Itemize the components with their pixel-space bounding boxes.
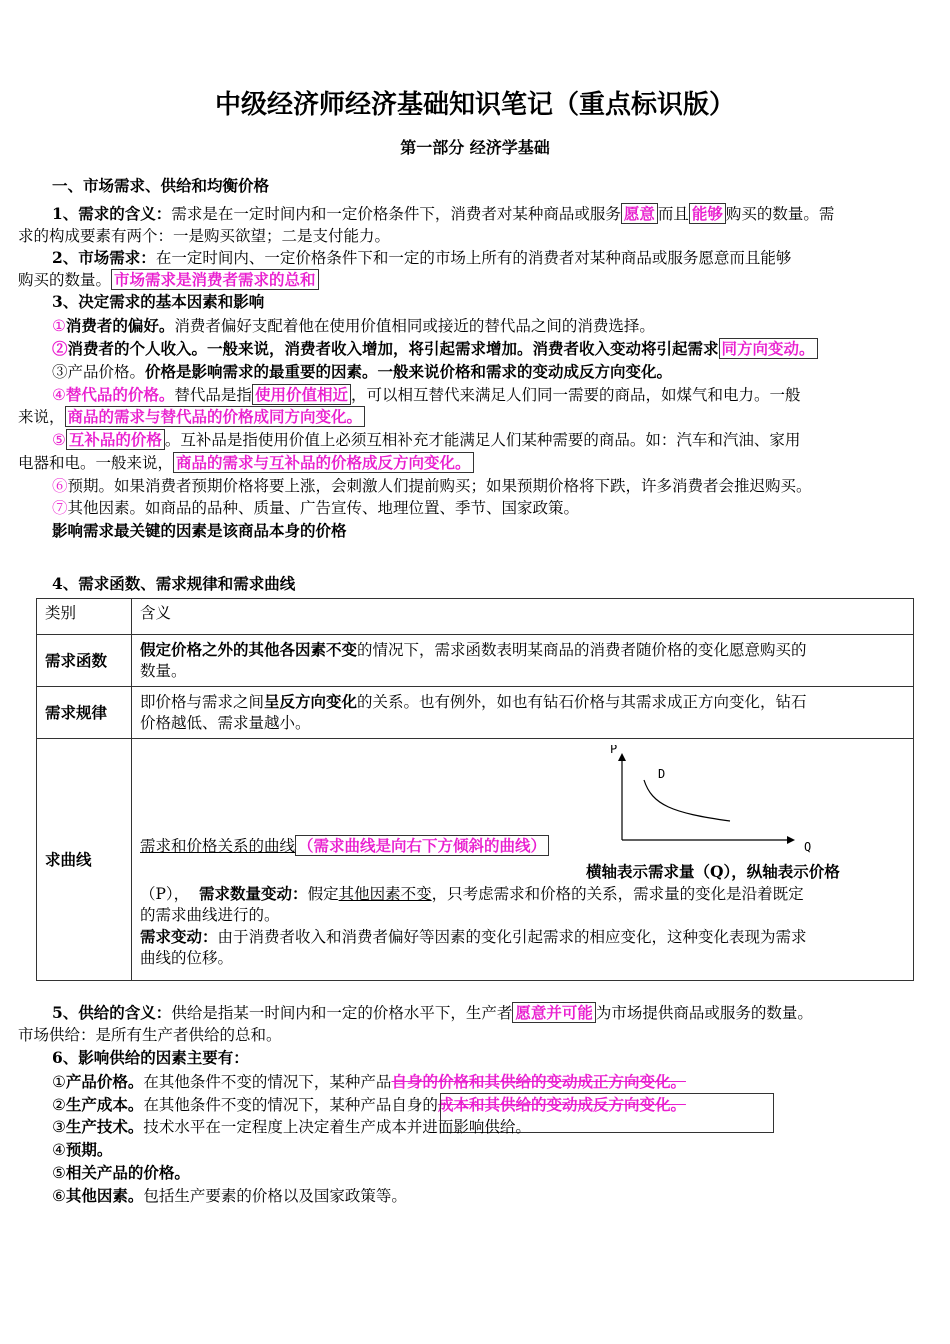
supply-factor-6: ⑥其他因素。包括生产要素的价格以及国家政策等。 [52, 1186, 407, 1205]
table-row: 需求规律 即价格与需求之间呈反方向变化的关系。也有例外，如也有钻石价格与其需求成正方向变化，钻石 价格越低、需求量越小。 [37, 687, 914, 739]
paragraph-demand-cont: 求的构成要素有两个：一是购买欲望；二是支付能力。 [18, 227, 391, 245]
demand-curve-line [644, 780, 730, 821]
key-factor: 影响需求最关键的因素是该商品本身的价格 [52, 521, 347, 540]
paragraph-supply-cont: 市场供给：是所有生产者供给的总和。 [18, 1026, 282, 1044]
part-heading: 第一部分 经济学基础 [400, 138, 550, 157]
supply-factor-2: ②生产成本。在其他条件不变的情况下，某种产品自身的成本和其供给的变动成反方向变化。 [52, 1095, 686, 1114]
factor-1: ①消费者的偏好。消费者偏好支配着他在使用价值相同或接近的替代品之间的消费选择。 [52, 316, 655, 335]
paragraph-supply: 5、供给的含义：供给是指某一时间内和一定的价格水平下，生产者 愿意并可能 为市场提供商品或服务的数量。 [52, 1003, 813, 1022]
paragraph-market-demand: 2、市场需求：在一定时间内、一定价格条件下和一定的市场上所有的消费者对某种商品或服务愿意而且能够 [52, 248, 792, 267]
curve-label-d: D [658, 767, 666, 781]
supply-factor-3: ③生产技术。技术水平在一定程度上决定着生产成本并进而影响供给。 [52, 1117, 531, 1136]
supply-factor-5: ⑤相关产品的价格。 [52, 1163, 190, 1182]
subheading-factors: 3、决定需求的基本因素和影响 [52, 292, 265, 311]
factor-2: ②消费者的个人收入。一般来说，消费者收入增加，将引起需求增加。消费者收入变动将引起需求 同方向变动。 [52, 338, 818, 360]
factor-7: ⑦其他因素。如商品的品种、质量、广告宣传、地理位置、季节、国家政策。 [52, 499, 580, 517]
demand-curve-graph [572, 745, 812, 855]
axis-label-p: P [610, 745, 618, 756]
factor-5-cont: 电器和电。一般来说， 商品的需求与互补品的价格成反方向变化。 [18, 452, 474, 474]
paragraph-market-demand-cont: 购买的数量。 市场需求是消费者需求的总和 [18, 269, 319, 291]
factor-6: ⑥预期。如果消费者预期价格将要上涨，会刺激人们提前购买；如果预期价格将下跌，许多消费者会推迟购买。 [52, 477, 812, 495]
document-title: 中级经济师经济基础知识笔记（重点标识版） [214, 90, 735, 120]
paragraph-demand: 1、需求的含义：需求是在一定时间内和一定价格条件下，消费者对某种商品或服务 愿意 而且 能够 购买的数量。需 [52, 204, 835, 223]
factor-3: ③产品价格。价格是影响需求的最重要的因素。一般来说价格和需求的变动成反方向变化。 [52, 362, 673, 381]
demand-table [36, 598, 914, 981]
table-header-meaning: 含义 [132, 599, 914, 635]
subheading-supply-factors: 6、影响供给的因素主要有： [52, 1048, 249, 1067]
factor-4-cont: 来说， 商品的需求与替代品的价格成同方向变化。 [18, 406, 365, 428]
factor-5: ⑤ 互补品的价格 。互补品是指使用价值上必须互相补充才能满足人们某种需要的商品。如：汽车和汽油、家用 [52, 430, 801, 449]
axis-label-q: Q [804, 840, 812, 854]
section-4-heading: 4、需求函数、需求规律和需求曲线 [52, 574, 296, 593]
factor-4: ④替代品的价格。替代品是指 使用价值相近 ，可以相互替代来满足人们同一需要的商品，如煤气和电力。一般 [52, 385, 801, 404]
supply-factor-4: ④预期。 [52, 1140, 113, 1159]
table-row: 需求函数 假定价格之外的其他各因素不变的情况下，需求函数表明某商品的消费者随价格的变化愿意购买的 数量。 [37, 635, 914, 687]
section-heading: 一、市场需求、供给和均衡价格 [52, 176, 270, 195]
table-header-category: 类别 [37, 599, 132, 635]
table-row: 求曲线 P D Q 需求和价格关系的曲线 （需求曲线是向右下方倾斜的曲线） 横轴表示需求量（Q），纵轴表示价格 （P）， 需求数量变动：假定其他因素不变，只考虑需求和价格的关系，需求量的变化是沿着既定 的需求曲线进行的。 需求变动：由于消费者收入和消费者偏好等因素的变化引起需求的相应变化，这种变化表现为需求 曲线的位移。 [37, 739, 914, 981]
supply-factor-1: ①产品价格。在其他条件不变的情况下，某种产品自身的价格和其供给的变动成正方向变化。 [52, 1072, 686, 1091]
